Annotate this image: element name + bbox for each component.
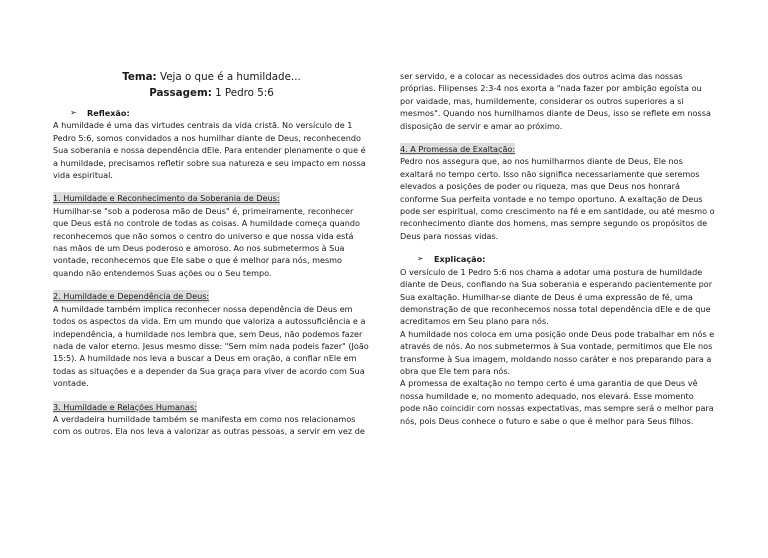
- section-2-heading: 2. Humildade e Dependência de Deus:: [53, 291, 210, 302]
- passage-label: Passagem:: [149, 86, 212, 99]
- section-1-body: Humilhar-se "sob a poderosa mão de Deus" é, primeiramente, reconhecer que Deus está no controle de todas as coisas. A humildade começa quando reconhecemos que não somos o centro do universo e que nossa vida está nas mãos de um Deus poderoso e amoroso. Ao nos submetermos à Sua vontade, reconhecemos que Ele sabe o que é melhor para nós, mesmo quando não entendemos Suas ações ou o Seu tempo.: [53, 205, 360, 278]
- section-3-body: A verdadeira humildade também se manifesta em como nos relacionamos com os outros. Ela nos leva a valorizar as outras pessoas, a servir em vez de: [53, 413, 365, 437]
- section-2-body: A humildade também implica reconhecer nossa dependência de Deus em todos os aspectos da vida. Em um mundo que valoriza a autossuficiência e a independência, a humildade nos lembra que, sem Deus, não podemos fazer nada de valor eterno. Jesus mesmo disse: "Sem mim nada podeis fazer" (João 15:5). A humildade nos leva a buscar a Deus em oração, a confiar nEle em todas as situações e a depender da Sua graça para viver de acordo com Sua vontade.: [53, 303, 369, 389]
- section-4-body: Pedro nos assegura que, ao nos humilharmos diante de Deus, Ele nos exaltará no tempo certo. Isso não significa necessariamente que seremos elevados a posições de poder ou riqueza, mas que Deus nos honrará conforme Sua perfeita vontade e no tempo oportuno. A exaltação de Deus pode ser espiritual, como crescimento na fé e em santidade, ou até mesmo o reconhecimento diante dos homens, mas sempre segundo os propósitos de Deus para nossas vidas.: [400, 156, 715, 241]
- arrow-bullet-icon: ➢: [70, 108, 77, 117]
- theme-text: Veja o que é a humildade...: [156, 71, 301, 83]
- explanation-paragraph: A humildade nos coloca em uma posição onde Deus pode trabalhar em nós e através de nós. Ao nos submetermos à Sua vontade, permitimos que Ele nos transforme à Sua imagem, moldando nosso caráter e nos preparando para a obra que Ele tem para nós.: [400, 328, 715, 376]
- reflection-heading-label: Reflexão:: [87, 108, 130, 118]
- left-column: [53, 70, 370, 438]
- explanation-heading: [417, 253, 716, 265]
- explanation-heading-label: Explicação:: [434, 254, 486, 265]
- section-3-body-continued: ser servido, e a colocar as necessidades dos outros acima das nossas próprias. Filipenses 2:3-4 nos exorta a "nada fazer por ambição egoísta ou por vaidade, mas, humildemente, considerar os outros superiores a si mesmos". Quando nos humilhamos diante de Deus, isso se reflete em nossa disposição de servir e amar ao próximo.: [400, 71, 711, 131]
- passage-text: 1 Pedro 5:6: [211, 86, 274, 99]
- theme-line: [53, 70, 370, 86]
- passage-line: [53, 86, 370, 102]
- reflection-intro: A humildade é uma das virtudes centrais da vida cristã. No versículo de 1 Pedro 5:6, somos convidados a nos humilhar diante de Deus, reconhecendo Sua soberania e nossa dependência dEle. Para entender plenamente o que é a humildade, precisamos refletir sobre sua natureza e seu impacto em nossa vida espiritual.: [53, 120, 366, 181]
- arrow-bullet-icon: ➢: [417, 254, 424, 264]
- section-3-heading: 3. Humildade e Relações Humanas:: [53, 401, 197, 412]
- right-column: [400, 70, 716, 427]
- reflection-heading: [70, 107, 370, 119]
- explanation-paragraph: A promessa de exaltação no tempo certo é uma garantia de que Deus vê nossa humildade e, no momento adequado, nos elevará. Esse momento pode não coincidir com nossas expectativas, mas sempre será o melhor para nós, pois Deus conhece o futuro e sabe o que é melhor para Seus filhos.: [400, 378, 714, 426]
- section-4-heading: 4. A Promessa de Exaltação:: [400, 144, 516, 155]
- explanation-paragraph: O versículo de 1 Pedro 5:6 nos chama a adotar uma postura de humildade diante de Deus, confiando na Sua soberania e esperando pacientemente por Sua exaltação. Humilhar-se diante de Deus é uma expressão de fé, uma demonstração de que reconhecemos nossa total dependência dEle e de que acreditamos em Seu plano para nós.: [400, 266, 713, 327]
- section-1-heading: 1. Humildade e Reconhecimento da Soberania de Deus:: [53, 193, 280, 204]
- title-block: [53, 70, 370, 101]
- theme-label: Tema:: [122, 71, 157, 83]
